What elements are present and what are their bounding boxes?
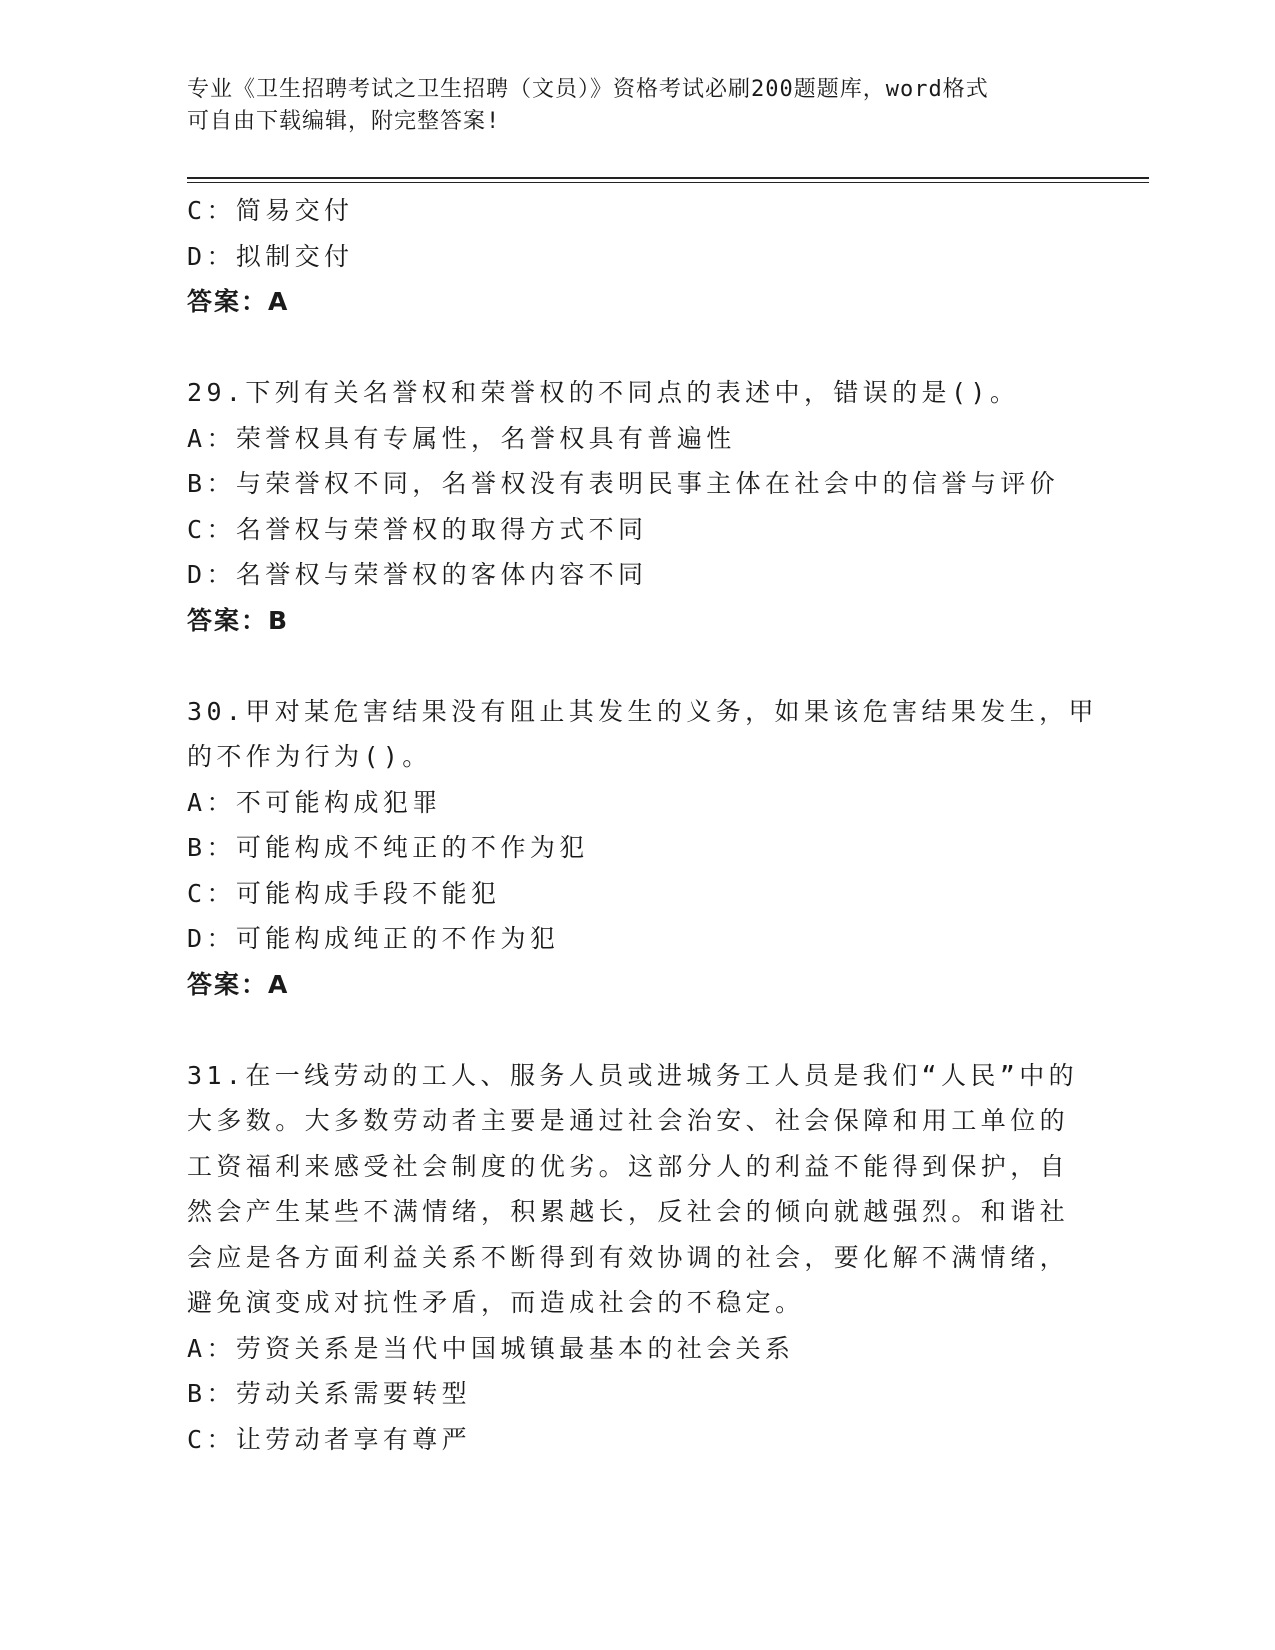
q30-answer: 答案：A: [187, 969, 290, 999]
q31-option-a: A：劳资关系是当代中国城镇最基本的社会关系: [187, 1333, 795, 1363]
q29-option-d: D：名誉权与荣誉权的客体内容不同: [187, 560, 648, 589]
header-title-line-1: 专业《卫生招聘考试之卫生招聘（文员）》资格考试必刷200题题库，word格式: [187, 77, 989, 102]
header-title-line-2: 可自由下载编辑，附完整答案!: [187, 109, 501, 134]
q29-answer: 答案：B: [187, 605, 290, 635]
header-divider-thin: [187, 182, 1149, 183]
question-spacer: [187, 643, 1087, 689]
q29-stem: 29.下列有关名誉权和荣誉权的不同点的表述中，错误的是()。: [187, 378, 1020, 407]
document-header: [187, 74, 1087, 138]
q29-option-c: C：名誉权与荣誉权的取得方式不同: [187, 514, 648, 544]
q28-option-d: D：拟制交付: [187, 241, 354, 271]
q31-option-c: C：让劳动者享有尊严: [187, 1424, 472, 1454]
q31-stem-line-1: 31.在一线劳动的工人、服务人员或进城务工人员是我们“人民”中的: [187, 1060, 1079, 1090]
q31-stem-line-4: 然会产生某些不满情绪，积累越长，反社会的倾向就越强烈。和谐社: [187, 1197, 1070, 1226]
question-29: [187, 370, 1087, 643]
q28-option-c: C：简易交付: [187, 196, 354, 225]
q30-option-c: C：可能构成手段不能犯: [187, 878, 501, 908]
q30-option-d: D：可能构成纯正的不作为犯: [187, 924, 560, 953]
q31-option-b: B：劳动关系需要转型: [187, 1379, 472, 1408]
q30-option-b: B：可能构成不纯正的不作为犯: [187, 833, 589, 862]
q31-stem-line-6: 避免演变成对抗性矛盾，而造成社会的不稳定。: [187, 1288, 805, 1317]
question-spacer: [187, 325, 1087, 371]
question-31: [187, 1053, 1087, 1463]
header-divider-thick: [187, 177, 1149, 179]
question-28-tail: [187, 188, 1087, 325]
q31-stem-line-5: 会应是各方面利益关系不断得到有效协调的社会，要化解不满情绪，: [187, 1242, 1070, 1272]
q29-option-b: B：与荣誉权不同，名誉权没有表明民事主体在社会中的信誉与评价: [187, 469, 1060, 498]
q31-stem-line-3: 工资福利来感受社会制度的优劣。这部分人的利益不能得到保护，自: [187, 1151, 1070, 1181]
question-spacer: [187, 1007, 1087, 1053]
q31-stem-line-2: 大多数。大多数劳动者主要是通过社会治安、社会保障和用工单位的: [187, 1106, 1070, 1135]
q30-stem-line-2: 的不作为行为()。: [187, 742, 432, 771]
q28-answer: 答案：A: [187, 287, 290, 316]
question-content: [187, 188, 1098, 1462]
q29-option-a: A：荣誉权具有专属性，名誉权具有普遍性: [187, 423, 736, 453]
q30-stem-line-1: 30.甲对某危害结果没有阻止其发生的义务，如果该危害结果发生，甲: [187, 696, 1098, 726]
q30-option-a: A：不可能构成犯罪: [187, 787, 442, 817]
question-30: [187, 689, 1098, 1008]
